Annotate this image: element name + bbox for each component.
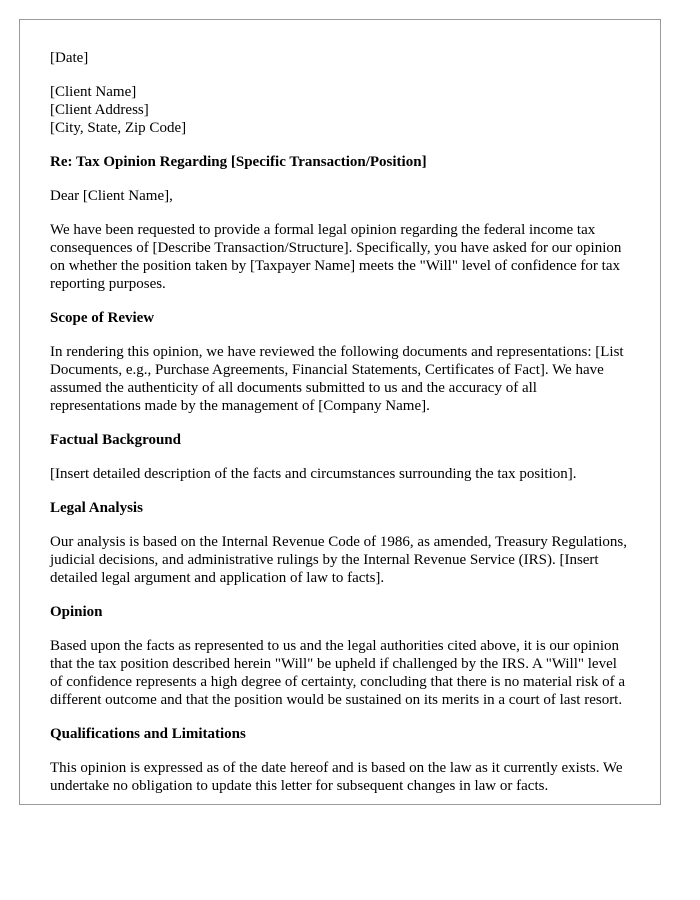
section-body-opinion: Based upon the facts as represented to us and the legal authorities cited above, it is our opinion that the tax position described herein "Will" be upheld if challenged by the IRS. A "Will" level of confidence represents a high degree of certainty, concluding that there is no material risk of a different outcome and that the position would be sustained on its merits in a court of last resort.	[50, 638, 626, 708]
letter-content	[20, 20, 660, 795]
section-heading-qualifications: Qualifications and Limitations	[50, 726, 246, 742]
section-heading-facts: Factual Background	[50, 432, 181, 448]
salutation: Dear [Client Name],	[50, 188, 173, 204]
client-address: [Client Address]	[50, 102, 149, 118]
section-heading-scope: Scope of Review	[50, 310, 155, 326]
section-body-qualifications: This opinion is expressed as of the date hereof and is based on the law as it currently exists. We undertake no obligation to update this letter for subsequent changes in law or facts.	[50, 760, 623, 794]
letter-page	[19, 19, 661, 805]
client-name: [Client Name]	[50, 84, 137, 100]
address-block	[50, 83, 630, 137]
city-state-zip: [City, State, Zip Code]	[50, 120, 187, 136]
section-body-scope: In rendering this opinion, we have reviewed the following documents and representations: [List Documents, e.g., Purchase Agreements, Financial Statements, Certificates of Fact]. We have assumed the authenticity of all documents submitted to us and the accuracy of all representations made by the management of [Company Name].	[50, 344, 624, 414]
section-heading-legal-analysis: Legal Analysis	[50, 500, 143, 516]
letter-date: [Date]	[50, 50, 89, 66]
section-heading-opinion: Opinion	[50, 604, 103, 620]
subject-line: Re: Tax Opinion Regarding [Specific Transaction/Position]	[50, 154, 427, 170]
intro-paragraph: We have been requested to provide a formal legal opinion regarding the federal income tax consequences of [Describe Transaction/Structure]. Specifically, you have asked for our opinion on whether the position taken by [Taxpayer Name] meets the "Will" level of confidence for tax reporting purposes.	[50, 222, 622, 292]
section-body-legal-analysis: Our analysis is based on the Internal Revenue Code of 1986, as amended, Treasury Regulations, judicial decisions, and administrative rulings by the Internal Revenue Service (IRS). [Insert detailed legal argument and application of law to facts].	[50, 534, 627, 586]
section-body-facts: [Insert detailed description of the facts and circumstances surrounding the tax position].	[50, 466, 577, 482]
